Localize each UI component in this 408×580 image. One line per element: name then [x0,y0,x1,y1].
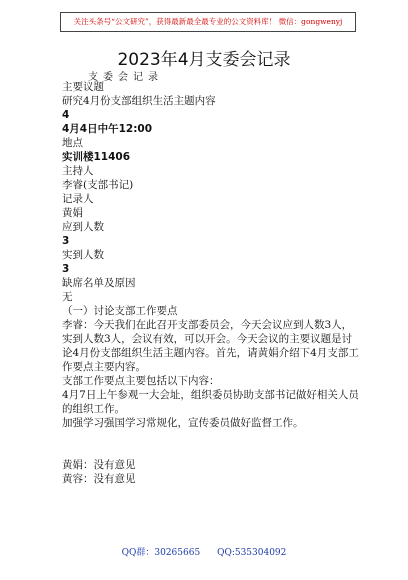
page-subtitle: 支委会记录 [88,72,163,83]
field-line: 3 [62,235,70,247]
field-line: 研究4月份支部组织生活主题内容 [62,95,216,107]
field-line: 4月4日中午12:00 [62,123,153,135]
body-paragraph: 加强学习强国学习常规化，宣传委员做好监督工作。 [62,417,304,429]
field-line: 黄娟 [62,207,83,219]
section-heading: （一）讨论支部工作要点 [62,305,178,317]
field-line: 应到人数 [62,221,104,233]
qq-text: QQ:535304092 [217,548,287,558]
qq-group-text: QQ群：30265665 [121,548,201,558]
field-line: 缺席名单及原因 [62,277,136,289]
field-line: 地点 [62,137,83,149]
field-line: 实训楼11406 [62,151,131,163]
page-footer [0,545,408,558]
body-paragraph: 4月7日上午参观一大会址，组织委员协助支部书记做好相关人员的组织工作。 [62,389,359,415]
field-line: 记录人 [62,193,94,205]
field-line: 主持人 [62,165,94,177]
spacer [62,430,362,458]
field-line: 4 [62,109,70,121]
promo-banner: 关注头条号“公文研究”，获得最新最全最专业的公文资料库！ 微信：gongwenyj [60,12,356,32]
comment-line: 黄容：没有意见 [62,473,136,485]
body-paragraph: 李睿：今天我们在此召开支部委员会，今天会议应到人数3人，实到人数3人，会议有效，可以开会。今天会议的主要议题是讨论4月份支部组织生活主题内容。首先，请黄娟介绍下4月支部工作要点主要内容。 [62,319,359,373]
field-line: 李睿(支部书记) [62,179,134,191]
page-title: 2023年4月支委会记录 [117,50,291,70]
comment-line: 黄娟：没有意见 [62,459,136,471]
body-paragraph: 支部工作要点主要包括以下内容： [62,375,220,387]
field-line: 主要议题 [62,81,104,93]
field-line: 无 [62,291,73,303]
field-line: 3 [62,263,70,275]
field-line: 实到人数 [62,249,104,261]
meeting-record [62,80,362,486]
